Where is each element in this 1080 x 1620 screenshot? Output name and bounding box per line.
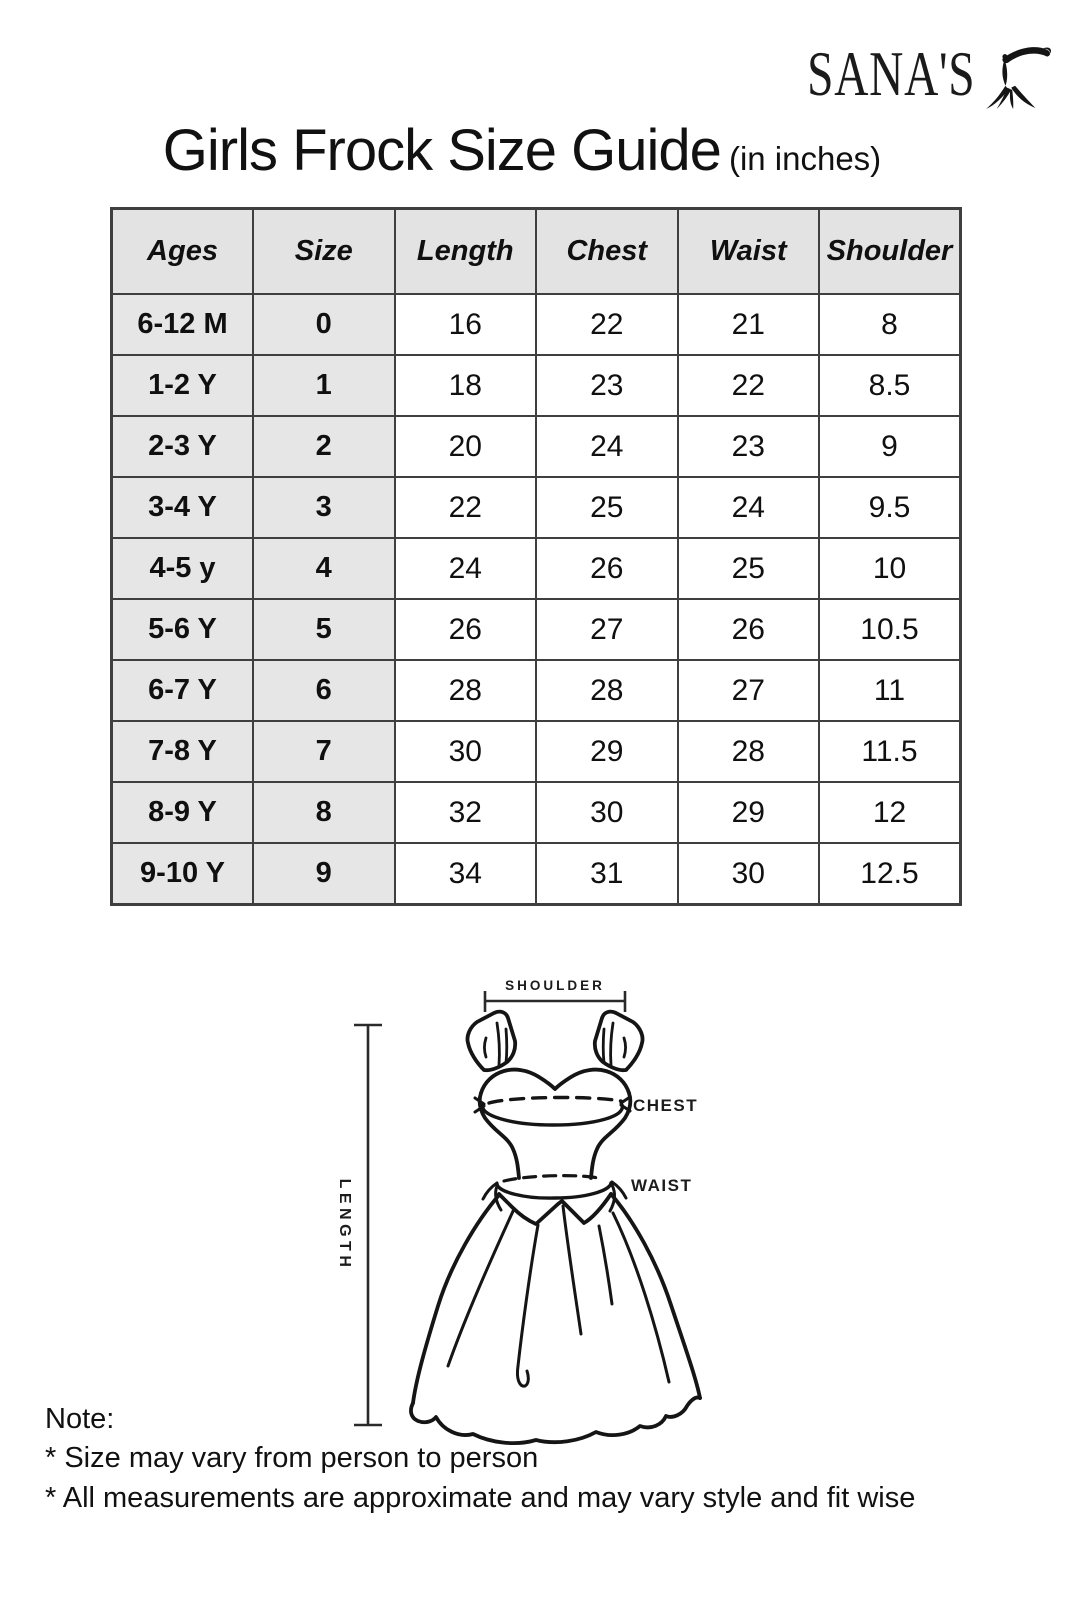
page-title	[0, 118, 1044, 185]
table-row	[112, 294, 961, 355]
cell-size: 9	[253, 843, 395, 905]
cell-size: 0	[253, 294, 395, 355]
table-row	[112, 782, 961, 843]
bodice-left-edge	[480, 1093, 519, 1178]
chest-ellipse-arc	[482, 1104, 622, 1125]
cell-waist: 21	[678, 294, 820, 355]
cell-chest: 27	[536, 599, 678, 660]
dress-sketch	[411, 1012, 700, 1443]
cell-waist: 30	[678, 843, 820, 905]
cell-length: 32	[395, 782, 537, 843]
cell-chest: 25	[536, 477, 678, 538]
cell-shoulder: 10.5	[819, 599, 961, 660]
cell-size: 6	[253, 660, 395, 721]
table-row	[112, 843, 961, 905]
neckline	[481, 1070, 629, 1093]
logo-skirt-stroke	[1011, 86, 1035, 108]
cell-size: 8	[253, 782, 395, 843]
size-guide-table	[110, 207, 962, 906]
header-waist: Waist	[678, 209, 820, 295]
table-row	[112, 477, 961, 538]
shoulder-measure-line	[485, 991, 625, 1012]
cell-chest: 26	[536, 538, 678, 599]
chest-dashed-line	[489, 1097, 621, 1103]
skirt-left-edge	[413, 1195, 499, 1403]
cell-ages: 2-3 Y	[112, 416, 254, 477]
skirt-right-edge	[611, 1194, 700, 1398]
header-ages: Ages	[112, 209, 254, 295]
cell-shoulder: 8.5	[819, 355, 961, 416]
cell-ages: 7-8 Y	[112, 721, 254, 782]
length-label: LENGTH	[336, 1178, 353, 1272]
cell-length: 28	[395, 660, 537, 721]
shoulder-label: SHOULDER	[505, 978, 605, 993]
cell-chest: 29	[536, 721, 678, 782]
cell-length: 30	[395, 721, 537, 782]
cell-waist: 23	[678, 416, 820, 477]
table-row	[112, 538, 961, 599]
header-chest: Chest	[536, 209, 678, 295]
table-row	[112, 721, 961, 782]
cell-waist: 28	[678, 721, 820, 782]
cell-chest: 23	[536, 355, 678, 416]
notes-section	[45, 1400, 915, 1518]
cell-shoulder: 11.5	[819, 721, 961, 782]
woman-dress-icon	[985, 45, 1053, 109]
waist-ellipse-arc	[497, 1183, 611, 1198]
sleeve-creases	[485, 1023, 626, 1065]
header-size: Size	[253, 209, 395, 295]
cell-waist: 26	[678, 599, 820, 660]
cell-ages: 6-12 M	[112, 294, 254, 355]
logo-scarf	[1002, 47, 1050, 63]
cell-length: 18	[395, 355, 537, 416]
cell-ages: 6-7 Y	[112, 660, 254, 721]
cell-shoulder: 12.5	[819, 843, 961, 905]
table-row	[112, 416, 961, 477]
cell-size: 1	[253, 355, 395, 416]
chest-label: CHEST	[633, 1096, 699, 1115]
skirt-folds	[448, 1206, 669, 1386]
cell-chest: 24	[536, 416, 678, 477]
cell-size: 4	[253, 538, 395, 599]
cell-chest: 22	[536, 294, 678, 355]
cell-shoulder: 9	[819, 416, 961, 477]
note-item: * All measurements are approximate and may vary style and fit wise	[45, 1481, 916, 1514]
cell-ages: 4-5 y	[112, 538, 254, 599]
cell-size: 3	[253, 477, 395, 538]
cell-length: 20	[395, 416, 537, 477]
table-row	[112, 599, 961, 660]
logo-head	[1002, 54, 1007, 59]
cell-ages: 5-6 Y	[112, 599, 254, 660]
cell-ages: 3-4 Y	[112, 477, 254, 538]
header-length: Length	[395, 209, 537, 295]
cell-length: 22	[395, 477, 537, 538]
dress-measurement-diagram	[300, 930, 740, 1450]
cell-shoulder: 9.5	[819, 477, 961, 538]
cell-ages: 8-9 Y	[112, 782, 254, 843]
cell-chest: 31	[536, 843, 678, 905]
brand-name: SANA'S	[806, 38, 975, 109]
cell-waist: 22	[678, 355, 820, 416]
table-header-row	[112, 209, 961, 295]
cell-length: 26	[395, 599, 537, 660]
logo-torso	[1002, 60, 1007, 86]
title-unit-suffix: (in inches)	[728, 140, 882, 177]
table-row	[112, 355, 961, 416]
notes-heading: Note:	[45, 1403, 115, 1435]
cell-ages: 9-10 Y	[112, 843, 254, 905]
cell-length: 16	[395, 294, 537, 355]
logo-skirt-stroke	[1010, 90, 1013, 109]
waist-label: WAIST	[631, 1176, 693, 1195]
cell-shoulder: 10	[819, 538, 961, 599]
cell-chest: 28	[536, 660, 678, 721]
length-measure-line	[354, 1025, 382, 1425]
table-row	[112, 660, 961, 721]
header-shoulder: Shoulder	[819, 209, 961, 295]
cell-length: 34	[395, 843, 537, 905]
cell-chest: 30	[536, 782, 678, 843]
cell-waist: 24	[678, 477, 820, 538]
title-main: Girls Frock Size Guide	[162, 118, 721, 183]
cell-waist: 27	[678, 660, 820, 721]
cell-waist: 25	[678, 538, 820, 599]
cell-size: 2	[253, 416, 395, 477]
cell-waist: 29	[678, 782, 820, 843]
cell-shoulder: 12	[819, 782, 961, 843]
cell-length: 24	[395, 538, 537, 599]
cell-ages: 1-2 Y	[112, 355, 254, 416]
cell-size: 7	[253, 721, 395, 782]
note-item: * Size may vary from person to person	[45, 1442, 539, 1475]
cell-shoulder: 11	[819, 660, 961, 721]
cell-size: 5	[253, 599, 395, 660]
cell-shoulder: 8	[819, 294, 961, 355]
